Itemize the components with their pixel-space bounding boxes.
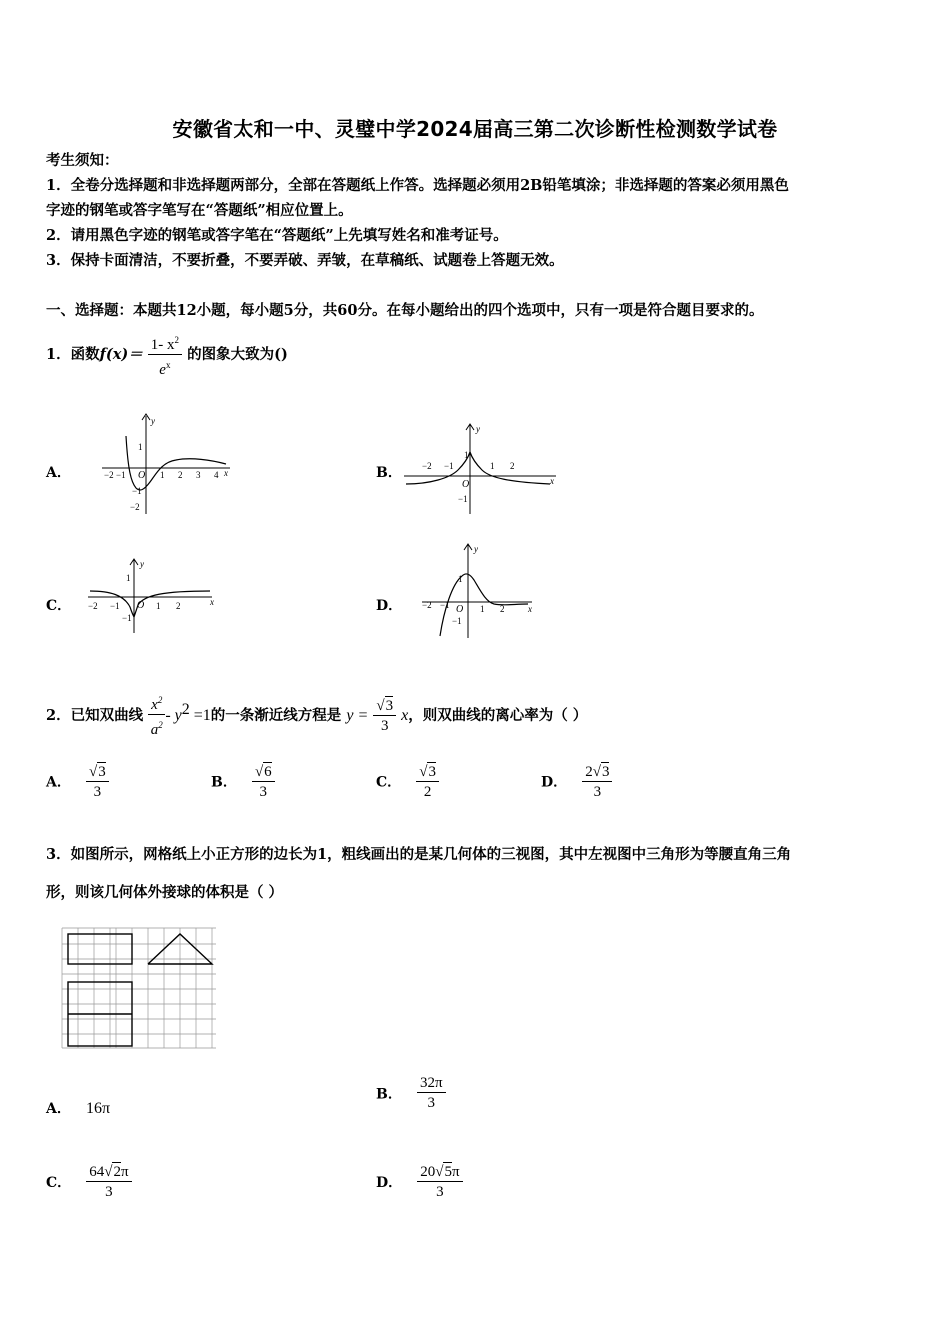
graph-a-ytick: 1 [138, 442, 143, 452]
q3-option-d-rad: 5 [444, 1164, 452, 1180]
q2-asym-var: x [401, 706, 409, 724]
graph-d-tick: 1 [480, 604, 485, 614]
graph-a-tick: −1 [116, 470, 126, 480]
q3-option-d[interactable] [376, 1162, 463, 1202]
graph-a-y-label: y [151, 416, 155, 426]
q1-num: 1- x [150, 336, 175, 353]
notice-item-3: 3．保持卡面清洁，不要折叠，不要弄破、弄皱，在草稿纸、试题卷上答题无效。 [46, 252, 564, 269]
q3-option-c-letter: C． [46, 1175, 72, 1191]
q2-hyp-den-sup: 2 [158, 720, 163, 731]
graph-b-tick: −2 [422, 461, 432, 471]
question-3-line-1: 3．如图所示，网格纸上小正方形的边长为1，粗线画出的是某几何体的三视图，其中左视图中三角形为等腰直角三角 [46, 846, 792, 863]
q2-asym-den: 3 [380, 717, 389, 734]
q2-option-d[interactable] [541, 762, 612, 802]
q2-hyp-rest-sup: 2 [181, 701, 190, 718]
q2-middle: 的一条渐近线方程是 [210, 706, 342, 724]
q2-option-b-rad: 6 [264, 764, 272, 780]
q3-option-a-letter: A． [46, 1101, 71, 1117]
q2-option-b-letter: B． [211, 774, 237, 791]
graph-c-ytick: 1 [126, 573, 131, 583]
q2-hyperbola-frac [148, 691, 165, 740]
graph-b-ytick: 1 [464, 450, 469, 460]
graph-a-tick: 2 [178, 470, 183, 480]
graph-a-tick: 1 [160, 470, 165, 480]
graph-d-tick: −1 [440, 600, 450, 610]
q2-hyp-num: x [151, 697, 158, 714]
graph-c-tick: 2 [176, 601, 181, 611]
q3-option-c-coef: 64 [89, 1164, 105, 1180]
q2-option-c-letter: C． [376, 774, 402, 791]
graph-b-origin: O [462, 479, 470, 490]
graph-c-x-label: x [210, 597, 214, 607]
q3-option-c-frac: $\frac{64√2\pi}{3}$ [86, 1162, 131, 1202]
q2-option-d-coef: 2 [585, 764, 593, 780]
three-view-figure [58, 924, 220, 1052]
graph-a-x-label: x [224, 468, 228, 478]
q2-option-c-rad: 3 [428, 764, 436, 780]
q2-option-a-rad: 3 [98, 764, 106, 780]
graph-a-ytick: −1 [132, 486, 142, 496]
notice-heading: 考生须知： [46, 152, 119, 169]
q2-hyp-eq: =1 [189, 706, 211, 724]
q1-graph-c [84, 555, 224, 635]
q2-option-a[interactable] [46, 762, 109, 802]
question-2 [46, 680, 587, 746]
graph-c-tick: 1 [156, 601, 161, 611]
q2-asym-frac: $\frac{√3}{3}$ [373, 696, 396, 736]
graph-d-ytick: 1 [458, 574, 463, 584]
question-1 [46, 326, 288, 384]
graph-d-y-label: y [474, 544, 478, 554]
notice-item-1: 1．全卷分选择题和非选择题两部分，全部在答题纸上作答。选择题必须用2B铅笔填涂；非选择题的答案必须用黑色 [46, 177, 789, 194]
q1-graph-a [96, 410, 236, 518]
q2-hyp-num-sup: 2 [157, 695, 163, 706]
q2-option-d-frac: $\frac{2√3}{3}$ [582, 762, 612, 802]
graph-b-y-label: y [476, 424, 480, 434]
graph-d-origin: O [456, 604, 464, 615]
q1-fraction [148, 331, 182, 380]
graph-a-tick: −2 [104, 470, 114, 480]
q3-option-b[interactable] [376, 1074, 446, 1113]
q2-option-b[interactable] [211, 762, 275, 802]
q1-suffix: 的图象大致为() [187, 346, 288, 363]
q2-asym-lhs: y = [346, 706, 369, 724]
graph-d-tick: −2 [422, 600, 432, 610]
graph-a-tick: 4 [214, 470, 219, 480]
q2-option-b-frac: $\frac{√6}{3}$ [252, 762, 275, 802]
graph-a-origin: O [138, 470, 146, 481]
graph-b-tick: −1 [444, 461, 454, 471]
q2-option-a-frac: $\frac{√3}{3}$ [86, 762, 109, 802]
q2-option-c-frac: $\frac{√3}{2}$ [416, 762, 439, 802]
question-3-line-2: 形，则该几何体外接球的体积是（ ） [46, 884, 284, 901]
graph-d-tick: 2 [500, 604, 505, 614]
graph-c-tick: −2 [88, 601, 98, 611]
q1-option-c[interactable]: C． [46, 598, 72, 614]
graph-b-tick: 2 [510, 461, 515, 471]
q2-prefix: 2．已知双曲线 [46, 706, 144, 724]
q2-option-a-den: 3 [93, 784, 102, 800]
q3-option-c-tail: π [120, 1164, 129, 1180]
q3-option-a[interactable] [46, 1098, 110, 1118]
q2-hyp-rest: - y [165, 706, 182, 724]
q2-option-b-den: 3 [259, 784, 268, 800]
q1-graph-b [400, 418, 560, 518]
graph-b-ytick: −1 [458, 494, 468, 504]
q2-suffix: ，则双曲线的离心率为（ ） [408, 706, 588, 724]
q3-option-b-den: 3 [427, 1095, 435, 1111]
notice-item-1-cont: 字迹的钢笔或答字笔写在“答题纸”相应位置上。 [46, 202, 353, 219]
q3-option-b-letter: B． [376, 1086, 402, 1103]
q3-option-d-frac: $\frac{20√5\pi}{3}$ [417, 1162, 462, 1202]
graph-d-ytick: −1 [452, 616, 462, 626]
q1-num-sup: 2 [174, 334, 180, 345]
graph-c-tick: −1 [110, 601, 120, 611]
q1-den-sup: x [165, 359, 171, 370]
q3-option-b-frac [417, 1074, 446, 1113]
q3-option-b-num: 32π [417, 1074, 446, 1093]
q1-option-a[interactable]: A． [46, 465, 71, 481]
q3-option-d-letter: D． [376, 1175, 403, 1191]
page-title: 安徽省太和一中、灵璧中学2024届高三第二次诊断性检测数学试卷 [172, 117, 778, 141]
q3-option-d-tail: π [451, 1164, 460, 1180]
graph-c-ytick: −1 [122, 613, 132, 623]
q2-option-d-letter: D． [541, 774, 568, 791]
q2-option-c-den: 2 [423, 784, 432, 800]
q3-option-c[interactable] [46, 1162, 132, 1202]
graph-a-tick: 3 [196, 470, 201, 480]
q2-option-d-rad: 3 [601, 764, 610, 780]
graph-a-ytick: −2 [130, 502, 140, 512]
q3-option-a-value: 16π [85, 1100, 111, 1117]
q1-option-d[interactable]: D． [376, 598, 403, 614]
graph-c-y-label: y [140, 559, 144, 569]
notice-item-2: 2．请用黑色字迹的钢笔或答字笔在“答题纸”上先填写姓名和准考证号。 [46, 227, 508, 244]
q1-graph-d [418, 540, 538, 640]
graph-b-x-label: x [550, 476, 554, 486]
q3-option-d-coef: 20 [420, 1164, 436, 1180]
q3-option-c-den: 3 [105, 1184, 113, 1200]
graph-d-x-label: x [528, 604, 532, 614]
q2-hyp-den: a [150, 722, 159, 739]
q1-den: e [159, 361, 166, 378]
q2-option-a-letter: A． [46, 774, 71, 791]
graph-c-origin: O [137, 600, 145, 611]
q2-asym-rad: 3 [385, 697, 394, 714]
q3-option-d-den: 3 [436, 1184, 444, 1200]
q3-option-c-rad: 2 [113, 1164, 121, 1180]
section-heading: 一、选择题：本题共12小题，每小题5分，共60分。在每小题给出的四个选项中，只有一项是符合题目要求的。 [46, 302, 764, 319]
graph-b-tick: 1 [490, 461, 495, 471]
q2-option-d-den: 3 [593, 784, 602, 800]
q2-option-c[interactable] [376, 762, 439, 802]
q1-option-b[interactable]: B． [376, 465, 402, 481]
q1-func: f(x)＝ [99, 346, 143, 363]
q1-prefix: 1．函数 [46, 346, 100, 363]
